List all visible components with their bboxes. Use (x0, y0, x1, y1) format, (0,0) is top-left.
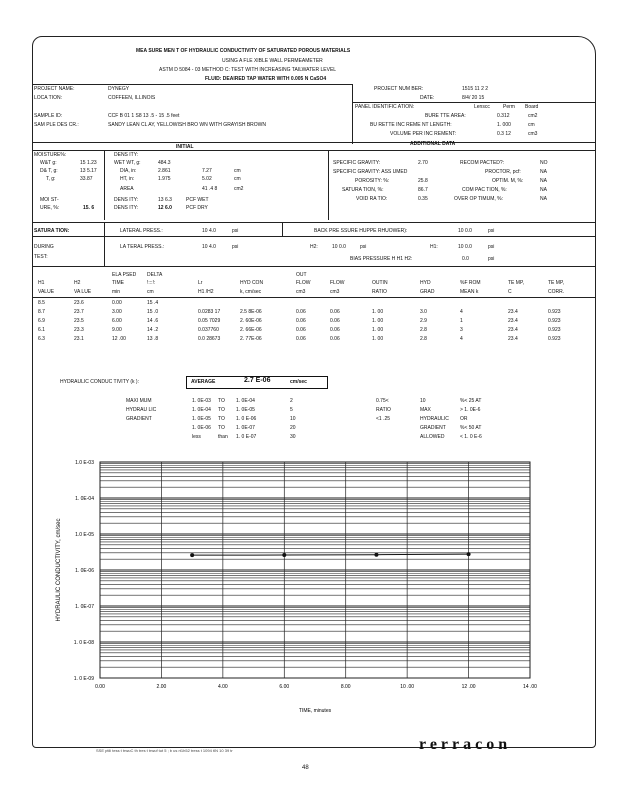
table-header-top: ELA PSED (112, 272, 137, 278)
panel-col-1: Lenscc (474, 104, 490, 110)
title-line-4: FLUID: DEAIRED TAP WATER WITH 0.005 N CaSO4 (205, 76, 327, 82)
table-header-top: DELTA (147, 272, 163, 278)
table-cell: 8.7 (38, 309, 45, 315)
sample-id-label: SAMPLE ID: (34, 113, 63, 119)
y-tick-label: 1. 0 E-09 (73, 676, 94, 682)
table-cell: 2. 77E-06 (240, 336, 262, 342)
criteria-cell: MAXI MUM (126, 398, 152, 404)
lateral-pressure-2-unit: psi (232, 244, 239, 250)
table-header: TE MP, (508, 280, 525, 286)
table-cell: 0.0283 17 (198, 309, 221, 315)
table-cell: 9.00 (112, 327, 122, 333)
h2-unit: psi (360, 244, 367, 250)
wet-wt: 484.3 (158, 160, 171, 166)
table-cell: 1 (460, 318, 463, 324)
table-header-unit: GRAD (420, 289, 435, 295)
criteria-cell: 5 (290, 407, 293, 413)
page-number: 48 (302, 765, 309, 771)
terracon-logo: rerracon (419, 736, 512, 753)
table-header-unit: cm3 (296, 289, 306, 295)
table-cell: 6.9 (38, 318, 45, 324)
table-cell: 23.4 (508, 309, 518, 315)
table-cell: 15 .0 (147, 309, 159, 315)
table-header-unit: VALUE (38, 289, 55, 295)
table-cell: 0.05 7029 (198, 318, 221, 324)
table-cell: 15 .4 (147, 300, 159, 306)
table-header: OUTIN (372, 280, 388, 286)
title-line-1: MEA SURE MEN T OF HYDRAULIC CONDUCTIVITY OF SATURATED POROUS MATERIALS (136, 48, 351, 54)
compaction: NA (540, 187, 547, 193)
table-cell: 3.00 (112, 309, 122, 315)
table-cell: 4 (460, 336, 463, 342)
table-header-unit: CORR. (548, 289, 565, 295)
table-header: H2 (74, 280, 81, 286)
y-tick-label: 1.0 E-05 (75, 532, 94, 538)
date: 8/4/ 20 15 (462, 95, 485, 101)
dt-label: D& T, g: (40, 168, 58, 174)
burette-length-unit: cm (528, 122, 535, 128)
criteria-cell: HYDRAU LIC (126, 407, 157, 413)
table-cell: 23.3 (74, 327, 84, 333)
project-number-label: PROJECT NUM BER: (374, 86, 424, 92)
criteria-cell: 0.75< (376, 398, 389, 404)
criteria-cell: HYDRAULIC (420, 416, 449, 422)
y-tick-label: 1. 0 E-08 (73, 640, 94, 646)
dia-cm: 7.27 (202, 168, 212, 174)
density-label: DENS ITY: (114, 152, 139, 158)
table-header-unit: C (508, 289, 512, 295)
ht-in: 1.975 (158, 176, 171, 182)
table-cell: 3 (460, 327, 463, 333)
optimum: NA (540, 178, 547, 184)
criteria-cell: 1. 0E-05 (192, 416, 211, 422)
criteria-cell: 1. 0E-03 (192, 398, 211, 404)
table-cell: 13 .8 (147, 336, 159, 342)
table-cell: 23.4 (508, 318, 518, 324)
x-tick-label: 12 .00 (461, 684, 476, 690)
wet-density-unit: PCF WET (186, 197, 209, 203)
criteria-cell: > 1. 0E-6 (460, 407, 481, 413)
sg-label: SPECIFIC GRAVITY: (333, 160, 381, 166)
volume-label: VOLUME PER INC REMENT: (390, 131, 457, 137)
back-pressure-unit: psi (488, 228, 495, 234)
project-name: DYNEGY (108, 86, 130, 92)
table-header-unit: VA LUE (74, 289, 92, 295)
criteria-cell: 1. 0E-05 (236, 407, 255, 413)
table-cell: 6.00 (112, 318, 122, 324)
x-axis-label: TIME, minutes (298, 708, 332, 714)
table-cell: 4 (460, 309, 463, 315)
project-name-label: PROJECT NAME: (34, 86, 75, 92)
table-cell: 1. 00 (372, 327, 384, 333)
area: 41 .4 8 (202, 186, 218, 192)
y-tick-label: 1. 0E-04 (75, 496, 94, 502)
saturation: 86.7 (418, 187, 428, 193)
table-cell: 0.0 28673 (198, 336, 221, 342)
table-cell: 1. 00 (372, 309, 384, 315)
table-cell: 12 .00 (112, 336, 126, 342)
y-tick-label: 1. 0E-07 (75, 604, 94, 610)
panel-col-2: Perm (503, 104, 515, 110)
criteria-cell: %< 25 AT (460, 398, 482, 404)
tg-value: 33.87 (80, 176, 93, 182)
table-header: Lr (198, 280, 203, 286)
compaction-label: COM PAC TION, %: (462, 187, 507, 193)
criteria-cell: TO (218, 398, 225, 404)
additional-header: ADDITIONAL DATA (410, 141, 456, 147)
table-cell: 0.06 (330, 318, 340, 324)
criteria-cell: MAX (420, 407, 431, 413)
table-header-unit: min (112, 289, 121, 295)
dry-density: 12 6.0 (158, 205, 172, 211)
wt-label: W&T g: (40, 160, 57, 166)
burette-area: 0.312 (497, 113, 510, 119)
moisture-pct: 15. 6 (83, 205, 95, 211)
table-cell: 0.06 (296, 336, 306, 342)
table-cell: 2.9 (420, 318, 427, 324)
lateral-pressure-label: LATERAL PRESS.: (120, 228, 163, 234)
fine-print: SSE ptili tess t trwuC th tres t trwuf tut 5 ; b us rt1h52 tress t 1094 tIN 10 39 tr (96, 748, 233, 753)
dt-value: 13 5.17 (80, 168, 97, 174)
dia-in: 2.861 (158, 168, 171, 174)
criteria-cell: OR (460, 416, 468, 422)
over-optimum: NA (540, 196, 547, 202)
average-value: 2.7 E-06 (244, 377, 271, 384)
table-cell: 2.5 8E-06 (240, 309, 262, 315)
porosity: 25.8 (418, 178, 428, 184)
table-cell: 0.06 (330, 327, 340, 333)
criteria-cell: ALLOWED (420, 434, 445, 440)
wet-density-label: DENS ITY: (114, 197, 139, 203)
proctor-label: PROCTOR, pcf: (485, 169, 521, 175)
table-cell: 0.00 (112, 300, 122, 306)
table-header: FLOW (296, 280, 311, 286)
table-header: HYD CON (240, 280, 264, 286)
void-ratio: 0.35 (418, 196, 428, 202)
void-label: VOID RA TIO: (356, 196, 388, 202)
average-unit: cm/sec (290, 379, 307, 385)
recompacted: NO (540, 160, 548, 166)
proctor: NA (540, 169, 547, 175)
table-cell: 0.923 (548, 327, 561, 333)
project-number: 1515 11 2 2 (462, 86, 489, 92)
criteria-cell: 1. 0E-07 (236, 425, 255, 431)
series-line (192, 554, 468, 555)
criteria-cell: 10 (420, 398, 426, 404)
criteria-cell: 1. 0E-06 (192, 425, 211, 431)
sample-id: CCF B 01 1 S8 13 .5 - 15 .5 feet (108, 113, 180, 119)
x-tick-label: 2.00 (156, 684, 167, 690)
volume: 0.3 12 (497, 131, 511, 137)
table-cell: 0.923 (548, 336, 561, 342)
h1-label: H1: (430, 244, 438, 250)
dry-density-unit: PCF DRY (186, 205, 208, 211)
table-cell: 3.0 (420, 309, 427, 315)
saturation-label: SATURA TION, %: (342, 187, 384, 193)
ht-unit: cm (234, 176, 241, 182)
criteria-cell: 1. 0 E-06 (236, 416, 257, 422)
location: COFFEEN, ILLINOIS (108, 95, 156, 101)
moisture-label: MOISTURE%: (34, 152, 67, 158)
table-header-unit: MEAN k (460, 289, 479, 295)
criteria-cell: GRADIENT (420, 425, 446, 431)
lateral-pressure-unit: psi (232, 228, 239, 234)
table-cell: 14 .6 (147, 318, 159, 324)
criteria-cell: 1. 0E-04 (236, 398, 255, 404)
data-point (374, 553, 378, 557)
average-label: AVERAGE (191, 379, 216, 385)
wt-value: 15 1.23 (80, 160, 97, 166)
h1: 10 0.0 (458, 244, 472, 250)
saturation-pressure-label: SATURA TION: (34, 228, 70, 234)
location-label: LOCA TION: (34, 95, 62, 101)
hydraulic-conductivity-label: HYDRAULIC CONDUC TIVITY (k ): (60, 379, 139, 385)
table-cell: 0.923 (548, 318, 561, 324)
table-header-unit: k, cm/sec (240, 289, 262, 295)
y-tick-label: 1. 0E-06 (75, 568, 94, 574)
burette-length: 1. 000 (497, 122, 511, 128)
criteria-cell: 1. 0E-04 (192, 407, 211, 413)
area-unit: cm2 (234, 186, 244, 192)
panel-col-3: Board (525, 104, 539, 110)
table-cell: 0.06 (330, 336, 340, 342)
table-header-unit: H1 /H2 (198, 289, 214, 295)
h2-label: H2: (310, 244, 318, 250)
burette-area-label: BURE TTE AREA: (425, 113, 466, 119)
lateral-pressure-2-label: LA TERAL PRESS.: (120, 244, 165, 250)
h2: 10 0.0 (332, 244, 346, 250)
optimum-label: OPTIM. M, %: (492, 178, 524, 184)
during-label: DURING (34, 244, 54, 250)
criteria-cell: TO (218, 407, 225, 413)
bias-pressure-unit: psi (488, 256, 495, 262)
criteria-cell: 2 (290, 398, 293, 404)
criteria-cell: < 1. 0 E-6 (460, 434, 482, 440)
test-label: TEST: (34, 254, 48, 260)
criteria-cell: 30 (290, 434, 296, 440)
table-cell: 23.4 (508, 336, 518, 342)
table-cell: 14 .2 (147, 327, 159, 333)
criteria-cell: than (218, 434, 228, 440)
date-label: DATE: (420, 95, 435, 101)
ht-label: HT, in: (120, 176, 135, 182)
x-tick-label: 6.00 (279, 684, 290, 690)
y-axis-label: HYDRAULIC CONDUCTIVITY, cm/sec (56, 518, 62, 622)
table-header: FLOW (330, 280, 345, 286)
x-tick-label: 14 .00 (523, 684, 537, 690)
table-cell: 2.8 (420, 327, 427, 333)
data-point (282, 553, 286, 557)
moisture-pct-label: URE, %: (40, 205, 60, 211)
table-header: TIME (112, 280, 124, 286)
volume-unit: cm3 (528, 131, 538, 137)
x-tick-label: 10 .00 (400, 684, 415, 690)
table-header: H1 (38, 280, 45, 286)
h1-unit: psi (488, 244, 495, 250)
table-cell: 23.6 (74, 300, 84, 306)
table-cell: 1. 00 (372, 318, 384, 324)
y-tick-label: 1.0 E-03 (75, 460, 94, 466)
table-cell: 2.8 (420, 336, 427, 342)
criteria-cell: 20 (290, 425, 296, 431)
criteria-cell: GRADIENT (126, 416, 152, 422)
criteria-cell: RATIO (376, 407, 391, 413)
table-header: TE MP, (548, 280, 565, 286)
table-cell: 0.037760 (198, 327, 219, 333)
table-cell: 6.1 (38, 327, 45, 333)
bias-pressure-label: BIAS PRESSURE H H1 H2: (350, 256, 413, 262)
sg: 2.70 (418, 160, 428, 166)
ht-cm: 5.02 (202, 176, 212, 182)
initial-header: INITIAL (176, 144, 194, 150)
table-cell: 23.4 (508, 327, 518, 333)
panel-id-label: PANEL IDENTIFIC ATION: (355, 104, 415, 110)
burette-area-unit: cm2 (528, 113, 538, 119)
table-cell: 8.5 (38, 300, 45, 306)
lateral-pressure: 10 4.0 (202, 228, 216, 234)
criteria-cell: <1 .25 (376, 416, 391, 422)
burette-length-label: BU RETTE INC REME NT LENGTH: (370, 122, 452, 128)
x-tick-label: 4.00 (217, 684, 228, 690)
table-header: %F ROM (460, 280, 481, 286)
sample-desc: SANDY LEAN CL AY, YELLOWISH BRO WN WITH GRAYISH BROWN (108, 122, 266, 128)
criteria-cell: 1. 0 E-07 (236, 434, 257, 440)
table-cell: 0.06 (296, 327, 306, 333)
table-header-unit: cm (147, 289, 154, 295)
table-cell: 23.7 (74, 309, 84, 315)
dia-label: DIA, in: (120, 168, 137, 174)
over-optimum-label: OVER OP TIMUM, %: (454, 196, 503, 202)
sample-desc-label: SAM PLE DES CR.: (34, 122, 79, 128)
table-cell: 1. 00 (372, 336, 384, 342)
table-cell: 2. 66E-06 (240, 327, 262, 333)
table-cell: 0.06 (296, 309, 306, 315)
table-cell: 2. 60E-06 (240, 318, 262, 324)
table-header-unit: RATIO (372, 289, 387, 295)
back-pressure: 10 0.0 (458, 228, 472, 234)
table-cell: 0.923 (548, 309, 561, 315)
data-point (467, 552, 471, 556)
table-cell: 23.1 (74, 336, 84, 342)
criteria-cell: TO (218, 425, 225, 431)
porosity-label: POROSITY: %: (355, 178, 390, 184)
title-line-3: ASTM D 5084 - 03 METHOD C: TEST WITH INCREASING TAILWATER LEVEL (159, 67, 337, 73)
back-pressure-label: BACK PRE SSURE HUPPE RHUOWER): (314, 228, 408, 234)
bias-pressure: 0.0 (462, 256, 469, 262)
table-header-top: OUT (296, 272, 307, 278)
recompacted-label: RECOM PACTED?: (460, 160, 505, 166)
table-header-unit: cm3 (330, 289, 340, 295)
lateral-pressure-2: 10 4.0 (202, 244, 216, 250)
table-header: !:::!: (147, 280, 156, 286)
table-cell: 0.06 (330, 309, 340, 315)
table-cell: 23.5 (74, 318, 84, 324)
table-cell: 0.06 (296, 318, 306, 324)
area-label: AREA (120, 186, 134, 192)
table-cell: 6.3 (38, 336, 45, 342)
title-line-2: USING A FLE XIBLE WALL PERMEAMETER (222, 58, 323, 64)
table-header: HYD (420, 280, 431, 286)
criteria-cell: %< 50 AT (460, 425, 482, 431)
criteria-cell: 10 (290, 416, 296, 422)
sg-assumed: SPECIFIC GRAVITY: ASS UMED (333, 169, 408, 175)
criteria-cell: TO (218, 416, 225, 422)
wet-wt-label: WET WT, g: (114, 160, 141, 166)
wet-density: 13 6.3 (158, 197, 172, 203)
moisture-label-2: MOI ST- (40, 197, 59, 203)
dry-density-label: DENS ITY: (114, 205, 139, 211)
x-tick-label: 0.00 (95, 684, 105, 690)
criteria-cell: less (192, 434, 201, 440)
dia-unit: cm (234, 168, 241, 174)
tg-label: T, g: (46, 176, 56, 182)
x-tick-label: 8.00 (340, 684, 351, 690)
data-point (190, 553, 194, 557)
